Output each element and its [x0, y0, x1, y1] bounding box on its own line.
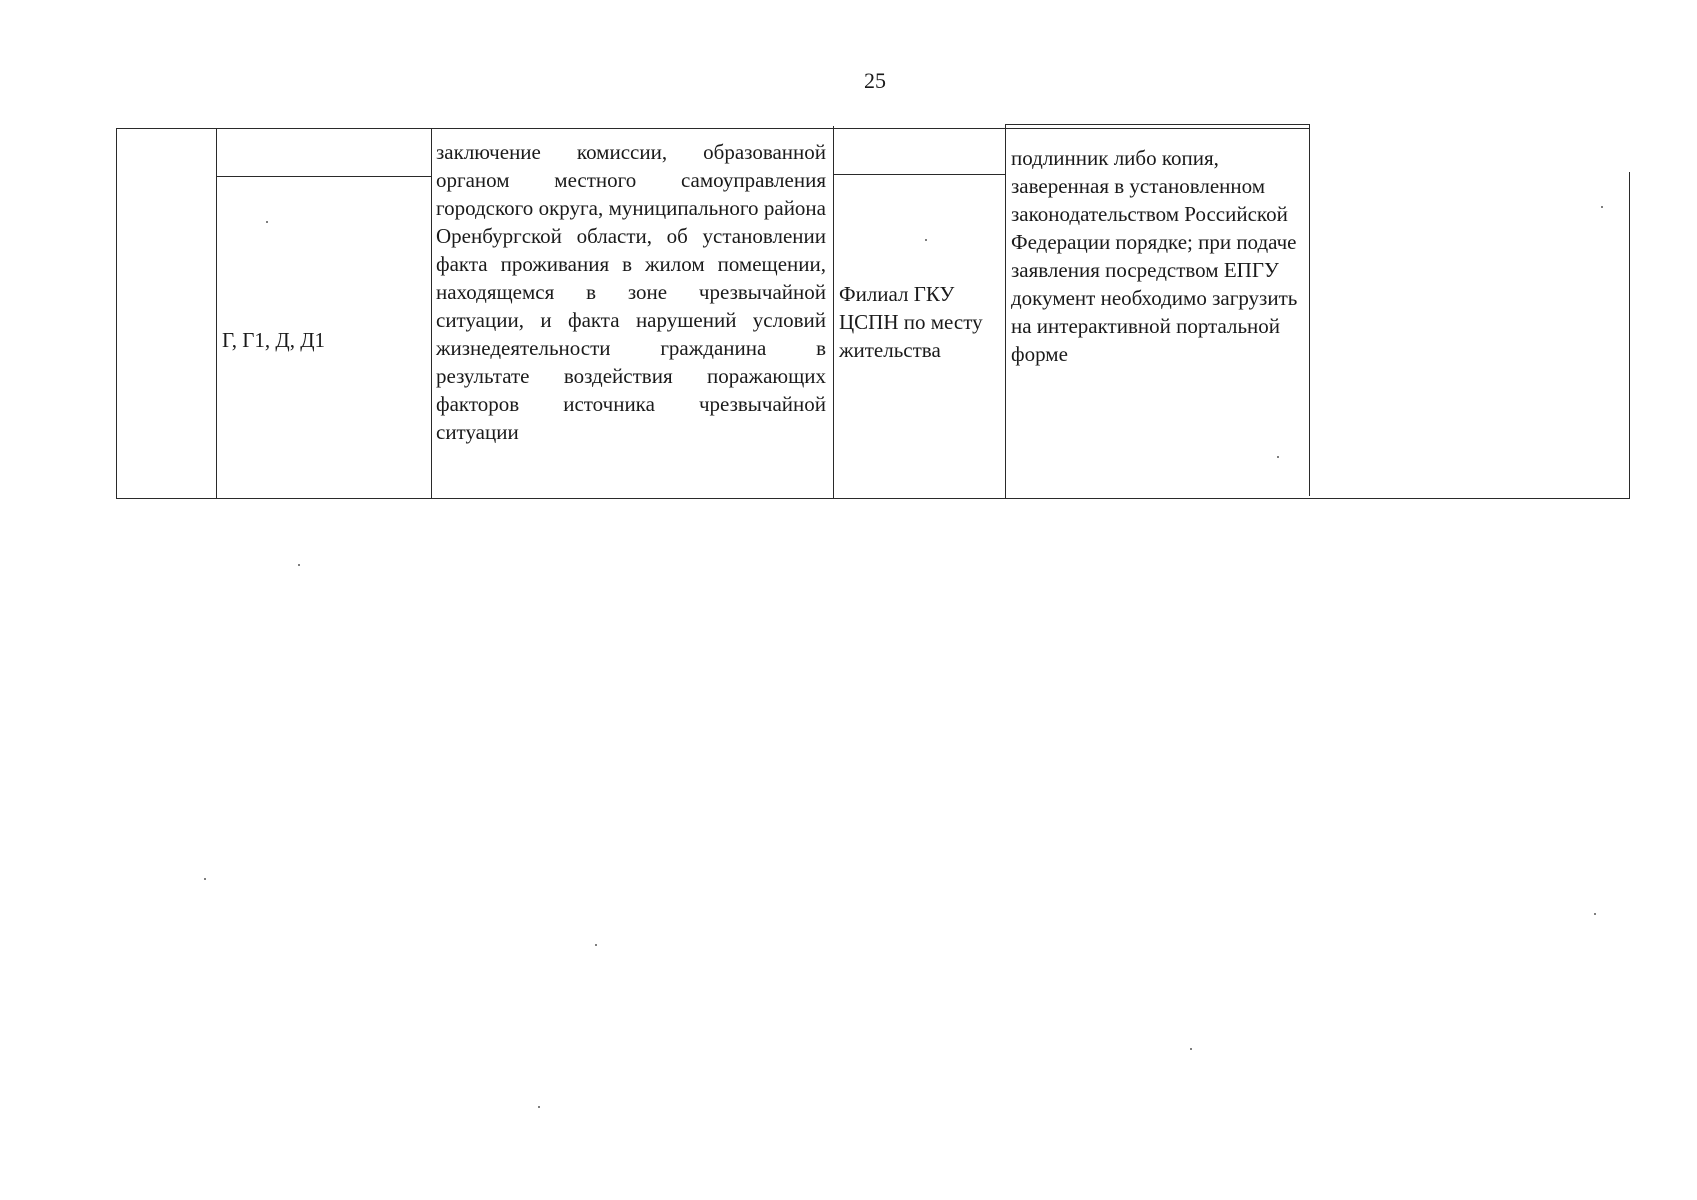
category-codes-cell: Г, Г1, Д, Д1: [222, 328, 326, 352]
scan-speck: [1190, 1048, 1192, 1050]
table-right-border: [1629, 172, 1630, 498]
scan-speck: [266, 221, 268, 223]
column-divider-2: [431, 128, 432, 499]
scan-speck: [925, 239, 927, 241]
column-divider-1: [216, 128, 217, 499]
table-left-border: [116, 128, 117, 499]
table-bottom-border: [116, 498, 1630, 499]
scan-speck: [595, 944, 597, 946]
column-divider-3: [833, 126, 834, 498]
scan-speck: [1601, 206, 1603, 208]
scan-speck: [1594, 913, 1596, 915]
page-number: 25: [864, 68, 886, 93]
issuing-body-cell: Филиал ГКУ ЦСПН по месту жительства: [839, 282, 983, 362]
row-split-codes: [216, 176, 431, 177]
column-divider-5: [1309, 124, 1310, 496]
scan-speck: [1277, 456, 1279, 458]
table-top-border-right: [1005, 124, 1310, 125]
row-split-issuer: [833, 174, 1005, 175]
document-description-cell: заключение комиссии, образованной органом местного самоуправления городского округа, муниципального района Оренбургской области, об установлении факта проживания в жилом помещении, находящемся в зоне чрезвычайной ситуации, и факта нарушений условий жизнедеятельности гражданина в результате воздействия поражающих факторов источника чрезвычайной ситуации: [436, 140, 826, 444]
document-form-cell: подлинник либо копия, заверенная в установленном законодательством Российской Федерации порядке; при подаче заявления посредством ЕПГУ документ необходимо загрузить на интерактивной портальной форме: [1011, 146, 1298, 366]
column-divider-4: [1005, 124, 1006, 498]
scan-speck: [298, 564, 300, 566]
table-top-border-left: [116, 128, 1310, 129]
scan-speck: [538, 1106, 540, 1108]
scan-speck: [204, 878, 206, 880]
